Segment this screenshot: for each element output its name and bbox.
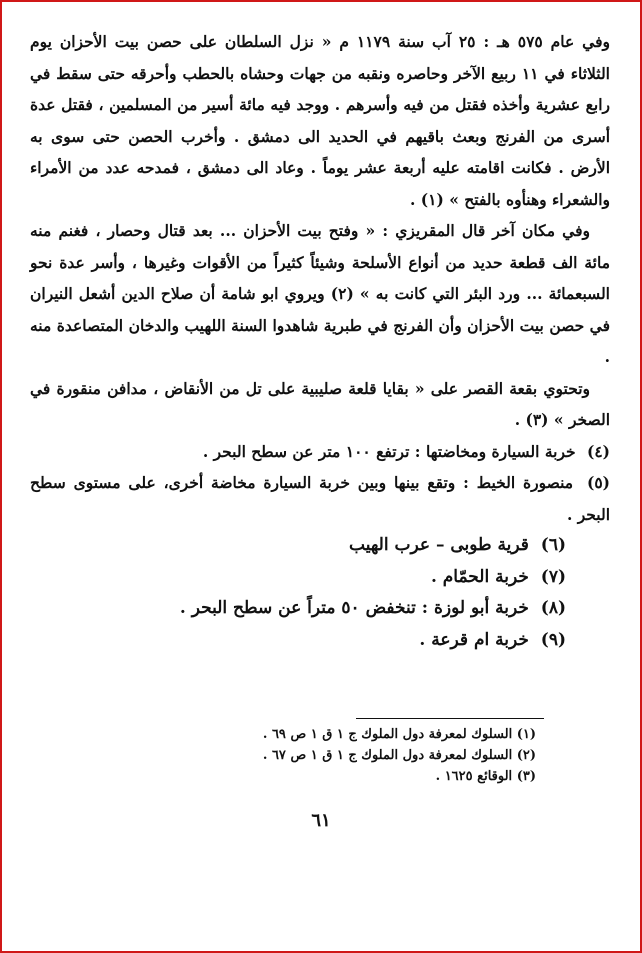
item-name: خربة السيارة ومخاضتها <box>425 441 576 461</box>
list-item-9 <box>30 625 610 657</box>
item-description: : وتقع بينها وبين خربة السيارة مخاضة أخرى، على مستوى سطح البحر . <box>30 473 610 524</box>
item-name: خربة الحمّام . <box>430 566 529 587</box>
list-item-6 <box>30 530 610 562</box>
footnotes <box>263 724 536 787</box>
item-description: : تنخفض ٥٠ متراً عن سطح البحر . <box>179 598 429 618</box>
paragraph-maqrizi: وفي مكان آخر قال المقريزي : « وفتح بيت الأحزان ... بعد قتال وحصار ، فغنم منه مائة الف قطعة حديد من أنواع الأسلحة وشيئاً كثيراً من الأقوات وغيرها ، وأسر عدة نحو السبعمائة ... ورد البئر التي كانت به » (٢) ويروي ابو شامة أن صلاح الدين أشعل النيران في حصن بيت الأحزان وأن الفرنج في طبرية شاهدوا السنة اللهيب والدخان المتصاعدة منه . <box>30 221 610 366</box>
list-item-5 <box>30 467 610 530</box>
list-item-8 <box>30 593 610 625</box>
item-number: (٦) <box>540 535 566 555</box>
page-number: ٦١ <box>311 810 331 831</box>
list-item-7 <box>30 562 610 594</box>
item-number: (٩) <box>540 629 566 650</box>
item-number: (٥) <box>586 473 610 492</box>
item-number: (٤) <box>586 441 610 461</box>
paragraph-qasr-ruins: وتحتوي بقعة القصر على « بقايا قلعة صليبية على تل من الأنقاض ، مدافن منقورة في الصخر » (٣) . <box>30 378 610 429</box>
paragraph-siege: وفي عام ٥٧٥ هـ : ٢٥ آب سنة ١١٧٩ م « نزل السلطان على حصن بيت الأحزان يوم الثلاثاء في ١١ ربيع الآخر وحاصره ونقبه من جهات وحشاه بالحطب وأحرقه حتى سقط في رابع عشرية وأخذه فقتل من فيه وأسرهم . ووجد فيه مائة أسير من المسلمين ، فقتل عدة أسرى من الفرنج وبعث باقيهم في الحديد الى دمشق . وأخرب الحصن حتى سوى به الأرض . فكانت اقامته عليه أربعة عشر يوماً . وعاد الى دمشق ، فمدحه عدد من الأمراء والشعراء وهنأوه بالفتح » (١) . <box>30 32 610 209</box>
item-name: قرية طوبى – عرب الهيب <box>349 535 529 555</box>
item-number: (٨) <box>540 598 566 618</box>
item-number: (٧) <box>540 566 566 587</box>
item-name: خربة أبو لوزة <box>433 598 529 618</box>
footnote-3: (٣) الوقائع ١٦٢٥ . <box>435 769 536 784</box>
footnote-1: (١) السلوك لمعرفة دول الملوك ج ١ ق ١ ص ٦٩ . <box>262 727 536 742</box>
footnote-divider <box>356 718 544 719</box>
list-item-4 <box>30 436 610 468</box>
item-name: خربة ام قرعة . <box>419 629 529 650</box>
footnote-2: (٢) السلوك لمعرفة دول الملوك ج ١ ق ١ ص ٦٧ . <box>262 748 536 763</box>
page-body <box>30 26 610 656</box>
item-name: منصورة الخيط <box>476 473 574 492</box>
item-description: : ترتفع ١٠٠ متر عن سطح البحر . <box>202 441 421 461</box>
